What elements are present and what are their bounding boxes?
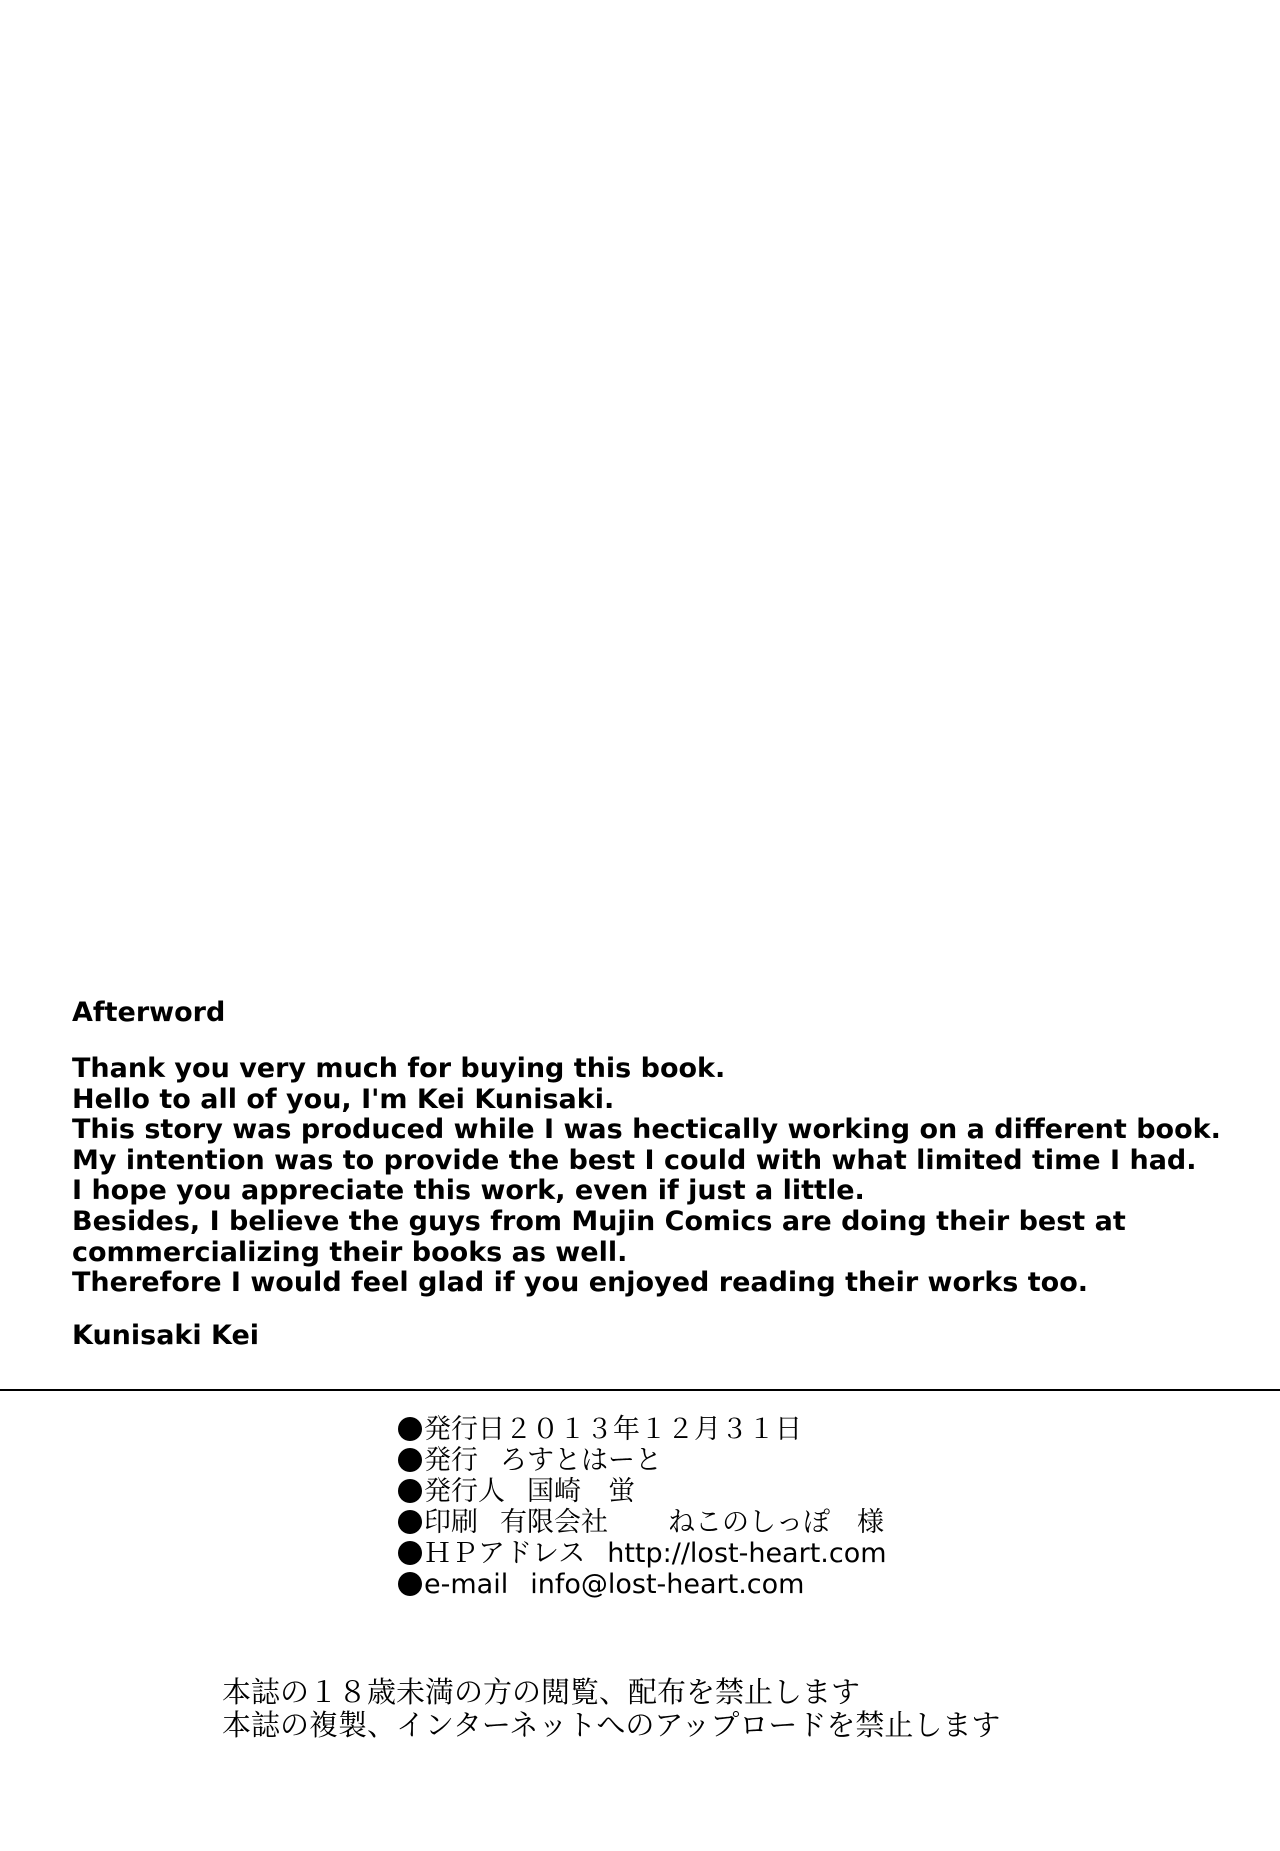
colophon-date-row bbox=[398, 1414, 1198, 1445]
hp-label: ＨＰアドレス bbox=[424, 1538, 586, 1569]
afterword-line: Besides, I believe the guys from Mujin Comics are doing their best at bbox=[72, 1205, 1126, 1237]
bullet-icon bbox=[398, 1448, 422, 1472]
bullet-icon bbox=[398, 1417, 422, 1441]
printer-name: ねこのしっぽ 様 bbox=[668, 1507, 884, 1538]
issuer-name: 国崎 蛍 bbox=[527, 1476, 635, 1507]
printer-company: 有限会社 bbox=[500, 1507, 608, 1538]
hp-url: http://lost-heart.com bbox=[607, 1538, 887, 1569]
section-divider bbox=[0, 1389, 1280, 1391]
colophon-publisher-row bbox=[398, 1445, 1198, 1476]
email-address: info@lost-heart.com bbox=[530, 1569, 805, 1600]
printer-label: 印刷 bbox=[424, 1507, 478, 1538]
legal-notice bbox=[222, 1676, 1122, 1742]
colophon-issuer-row bbox=[398, 1476, 1198, 1507]
email-label: e-mail bbox=[424, 1569, 509, 1600]
afterword-section bbox=[72, 994, 1262, 1355]
age-restriction-notice: 本誌の１８歳未満の方の閲覧、配布を禁止します bbox=[222, 1675, 861, 1709]
colophon bbox=[398, 1414, 1198, 1600]
bullet-icon bbox=[398, 1572, 422, 1596]
colophon-email-row bbox=[398, 1569, 1198, 1600]
bullet-icon bbox=[398, 1510, 422, 1534]
issuer-label: 発行人 bbox=[424, 1476, 505, 1507]
reproduction-notice: 本誌の複製、インターネットへのアップロードを禁止します bbox=[222, 1708, 1001, 1742]
afterword-line: Therefore I would feel glad if you enjoyed reading their works too. bbox=[72, 1267, 1089, 1299]
colophon-printer-row bbox=[398, 1507, 1198, 1538]
publisher-label: 発行 bbox=[424, 1445, 478, 1476]
afterword-line: commercializing their books as well. bbox=[72, 1236, 628, 1268]
afterword-line: I hope you appreciate this work, even if just a little. bbox=[72, 1175, 865, 1207]
bullet-icon bbox=[398, 1541, 422, 1565]
publisher-name: ろすとはーと bbox=[500, 1445, 662, 1476]
afterword-line: This story was produced while I was hectically working on a different book. bbox=[72, 1114, 1221, 1146]
afterword-line: Thank you very much for buying this book. bbox=[72, 1053, 726, 1084]
afterword-title: Afterword bbox=[72, 997, 226, 1028]
colophon-hp-row bbox=[398, 1538, 1198, 1569]
afterword-signature: Kunisaki Kei bbox=[72, 1319, 260, 1351]
afterword-line: Hello to all of you, I'm Kei Kunisaki. bbox=[72, 1083, 615, 1115]
afterword-line: My intention was to provide the best I could with what limited time I had. bbox=[72, 1144, 1197, 1176]
publish-date: 発行日２０１３年１２月３１日 bbox=[424, 1414, 802, 1445]
bullet-icon bbox=[398, 1479, 422, 1503]
